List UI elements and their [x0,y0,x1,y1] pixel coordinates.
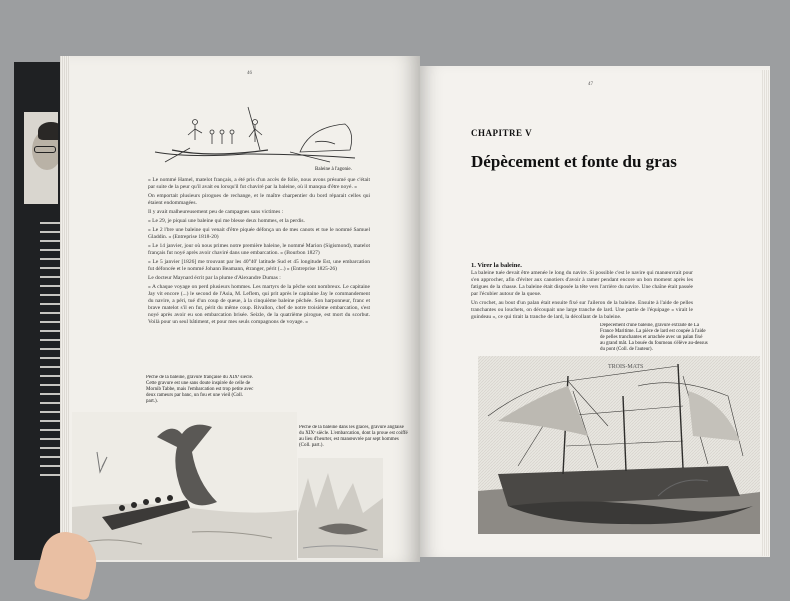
sketch-caption: Baleine à l'agonie. [315,167,352,172]
whaling-engraving-1 [72,412,297,560]
right-image-caption: Dépècement d'une baleine, gravure extraite de La France Maritime. La pièce de lard est coupée à l'aide de pelles tranchantes et arrachée avec un palan fixé au grand mât. La bouée du fourneau s'élève au-dessus du pont (Coll. de l'auteur). [600,323,708,352]
left-page-body [148,177,370,369]
left-paragraph: « Le 14 janvier, jour où nous primes notre première baleine, le nommé Marion (Sigismond), matelot français fut noyé après avoir chaviré dans une embarcation. » (Bourbon 1827) [148,243,370,256]
section-title: 1. Virer la baleine. [471,262,522,269]
left-paragraph: « Le 5 janvier [1826] me trouvant par les 40°40' latitude Sud et 45 longitude Est, une embarcation fut défoncée et le nommé Johann Beamann, étranger, périt (...) » (Entreprise 1825-26) [148,259,370,272]
left-paragraph: « Le 29, je piquai une baleine qui me blesse deux hommes, et la perdis. [148,218,305,224]
chapter-title: Dépècement et fonte du gras [471,152,677,171]
ship-whale-engraving [478,356,760,534]
page-stack [60,56,70,556]
left-page-number: 46 [247,71,252,76]
left-paragraph: « A chaque voyage on perd plusieurs hommes. Les martyrs de la pêche sont nombreux. Le capitaine Jay vit encore (...) le second de l'Asia, M. Leflem, qui prit après le capitaine Jay le commandement du navire, a péri, tué d'un coup de queue, à la cinquième baleine pêchée. Son harponneur, franc et brave matelot s'il en fut, périt du même coup. Rivallon, chef de notre troisième embarcation, s'est noyé après avoir eu son embarcation brisée. Seizle, de la quatrième pirogue, est mort du scorbut. Voilà pour un seul bâtiment, et pour mes seuls compagnons de voyage. » [148,284,370,325]
right-page-number: 47 [588,82,593,87]
right-paragraph: Un crochet, au bout d'un palan était ensuite fixé sur l'aileron de la baleine. Ensuite à l'aide de pelles tranchantes ou louchets, on découpait une large tranche de lard. Une partie de l'équipage « virait le guindeau », ce qui tirait la tranche de lard, la décollant de la baleine. [471,300,693,320]
right-page-body [471,270,693,328]
left-paragraph: « Le 2 l'bre une baleine qui venait d'être piquée défonça un de mes canots et tue le nommé Samuel Gladdin. » (Entreprise 1818-20) [148,227,370,240]
left-paragraph: Il y avait malheureusement peu de campagnes sans victimes : [148,209,284,215]
left-paragraph: On emportait plusieurs pirogues de rechange, et le maître charpentier du bord réparait celles qui étaient endommagées. [148,193,370,206]
engraving-title: TROIS-MATS [608,364,644,370]
right-page-edge [762,70,770,556]
chapter-label: CHAPITRE V [471,128,533,138]
whaling-engraving-2 [298,458,383,558]
whale-sketch [150,102,365,172]
image2-caption: Pêche de la baleine dans les glaces, gravure anglaise du XIXᵉ siècle. L'embarcation, dont la proue est coiffé au lieu d'heurter, est manœuvrée par sept hommes (Coll. part.). [299,425,408,448]
left-paragraph: « Le nommé Hamel, matelot français, a été pris d'un accès de folie, nous avons présumé que c'était par suite de la peur qu'il avait eu lorsqu'il fut chaviré par la baleine, où il manqua d'être noyé. » [148,177,370,190]
left-paragraph: Le docteur Maynard écrit par la plume d'Alexandre Dumas : [148,275,281,281]
cover-author-photo [24,112,58,204]
image1-caption: Pêche de la baleine, gravure française du XIXᵉ siècle. Cette gravure est une sans doute inspirée de celle de Mornib Tabbe, mais l'embarcation est trop petite avec deux rameurs par banc, un fou et une vieil (Coll. part.). [146,375,254,404]
right-paragraph: La baleine tuée devait être amenée le long du navire. Si possible c'est le navire qui manœuvrait pour s'en approcher, afin d'éviter aux canotiers d'avoir à ramer pendant encore un bon moment après les fatigues de la chasse. La baleine était disposée la tête vers l'arrière du navire. Une chaîne était passée par l'écubier autour de la queue. [471,270,693,297]
